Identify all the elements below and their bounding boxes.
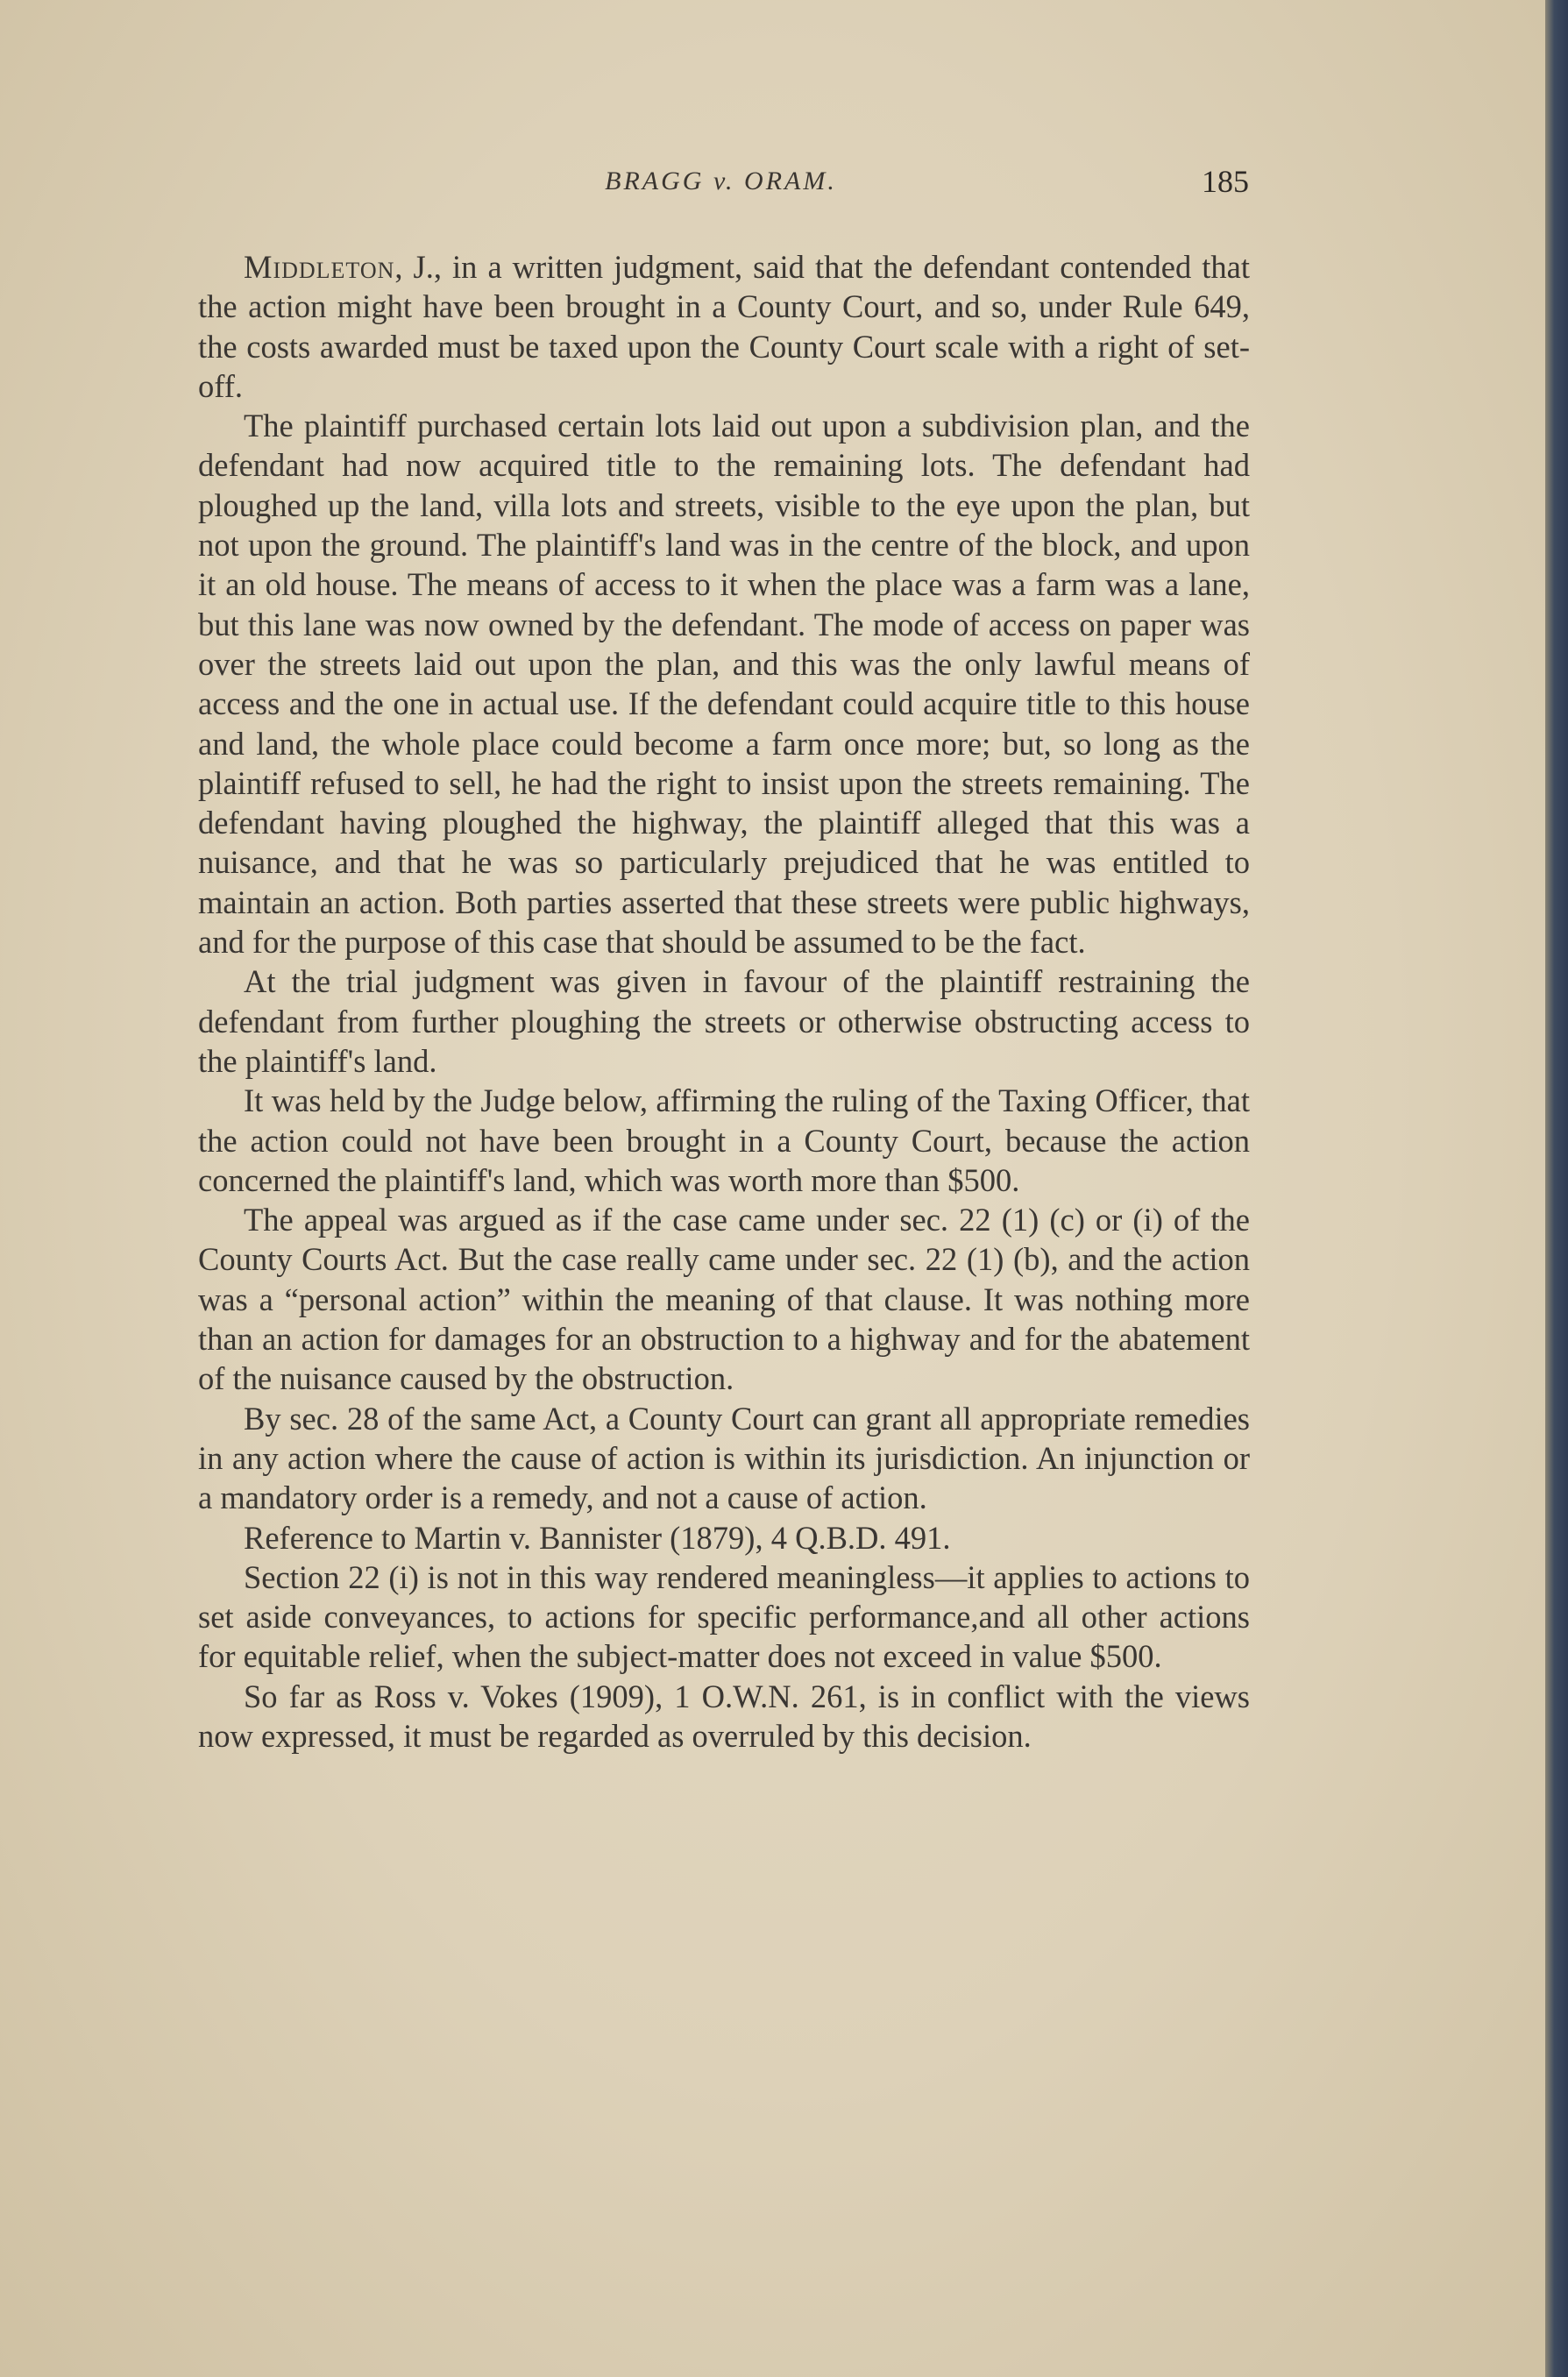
body-text	[198, 247, 1250, 1756]
paragraph-9: So far as Ross v. Vokes (1909), 1 O.W.N. 261, is in conflict with the views now expressed, it must be regarded as overruled by this decision.	[198, 1678, 1250, 1754]
paragraph-1	[198, 247, 1250, 406]
paragraph-1-text: , J., in a written judgment, said that the defendant contended that the action might have been brought in a County Court, and so, under Rule 649, the costs awarded must be taxed upon the County Court scale with a right of set-off.	[198, 249, 1250, 404]
page-number: 185	[1202, 164, 1249, 199]
running-head: BRAGG v. ORAM.	[605, 167, 837, 195]
page-header	[193, 164, 1249, 210]
paragraph-2: The plaintiff purchased certain lots laid out upon a subdivision plan, and the defendant had now acquired title to the remaining lots. The defendant had ploughed up the land, villa lots and streets, visible to the eye upon the plan, but not upon the ground. The plaintiff's land was in the centre of the block, and upon it an old house. The means of access to it when the place was a farm was a lane, but this lane was now owned by the defendant. The mode of access on paper was over the streets laid out upon the plan, and this was the only lawful means of access and the one in actual use. If the defendant could acquire title to this house and land, the whole place could become a farm once more; but, so long as the plaintiff refused to sell, he had the right to insist upon the streets remaining. The defendant having ploughed the highway, the plaintiff alleged that this was a nuisance, and that he was so particularly prejudiced that he was entitled to maintain an action. Both parties asserted that these streets were public highways, and for the purpose of this case that should be assumed to be the fact.	[198, 408, 1250, 961]
paragraph-6: By sec. 28 of the same Act, a County Court can grant all appropriate remedies in any action where the cause of action is within its jurisdiction. An injunction or a mandatory order is a remedy, and not a cause of action.	[198, 1400, 1250, 1516]
page-edge	[1545, 0, 1568, 2377]
paragraph-5: The appeal was argued as if the case came under sec. 22 (1) (c) or (i) of the County Courts Act. But the case really came under sec. 22 (1) (b), and the action was a “personal action” within the meaning of that clause. It was nothing more than an action for damages for an obstruction to a highway and for the abatement of the nuisance caused by the obstruction.	[198, 1202, 1250, 1397]
paragraph-4: It was held by the Judge below, affirming the ruling of the Taxing Officer, that the action could not have been brought in a County Court, because the action concerned the plaintiff's land, which was worth more than $500.	[198, 1082, 1250, 1198]
judge-name: Middleton	[244, 249, 395, 285]
paragraph-3: At the trial judgment was given in favour of the plaintiff restraining the defendant from further ploughing the streets or otherwise obstructing access to the plaintiff's land.	[198, 963, 1250, 1079]
paragraph-7: Reference to Martin v. Bannister (1879), 4 Q.B.D. 491.	[244, 1519, 951, 1556]
paragraph-8: Section 22 (i) is not in this way rendered meaningless—it applies to actions to set aside conveyances, to actions for specific performance,and all other actions for equitable relief, when the subject-matter does not exceed in value $500.	[198, 1558, 1250, 1675]
